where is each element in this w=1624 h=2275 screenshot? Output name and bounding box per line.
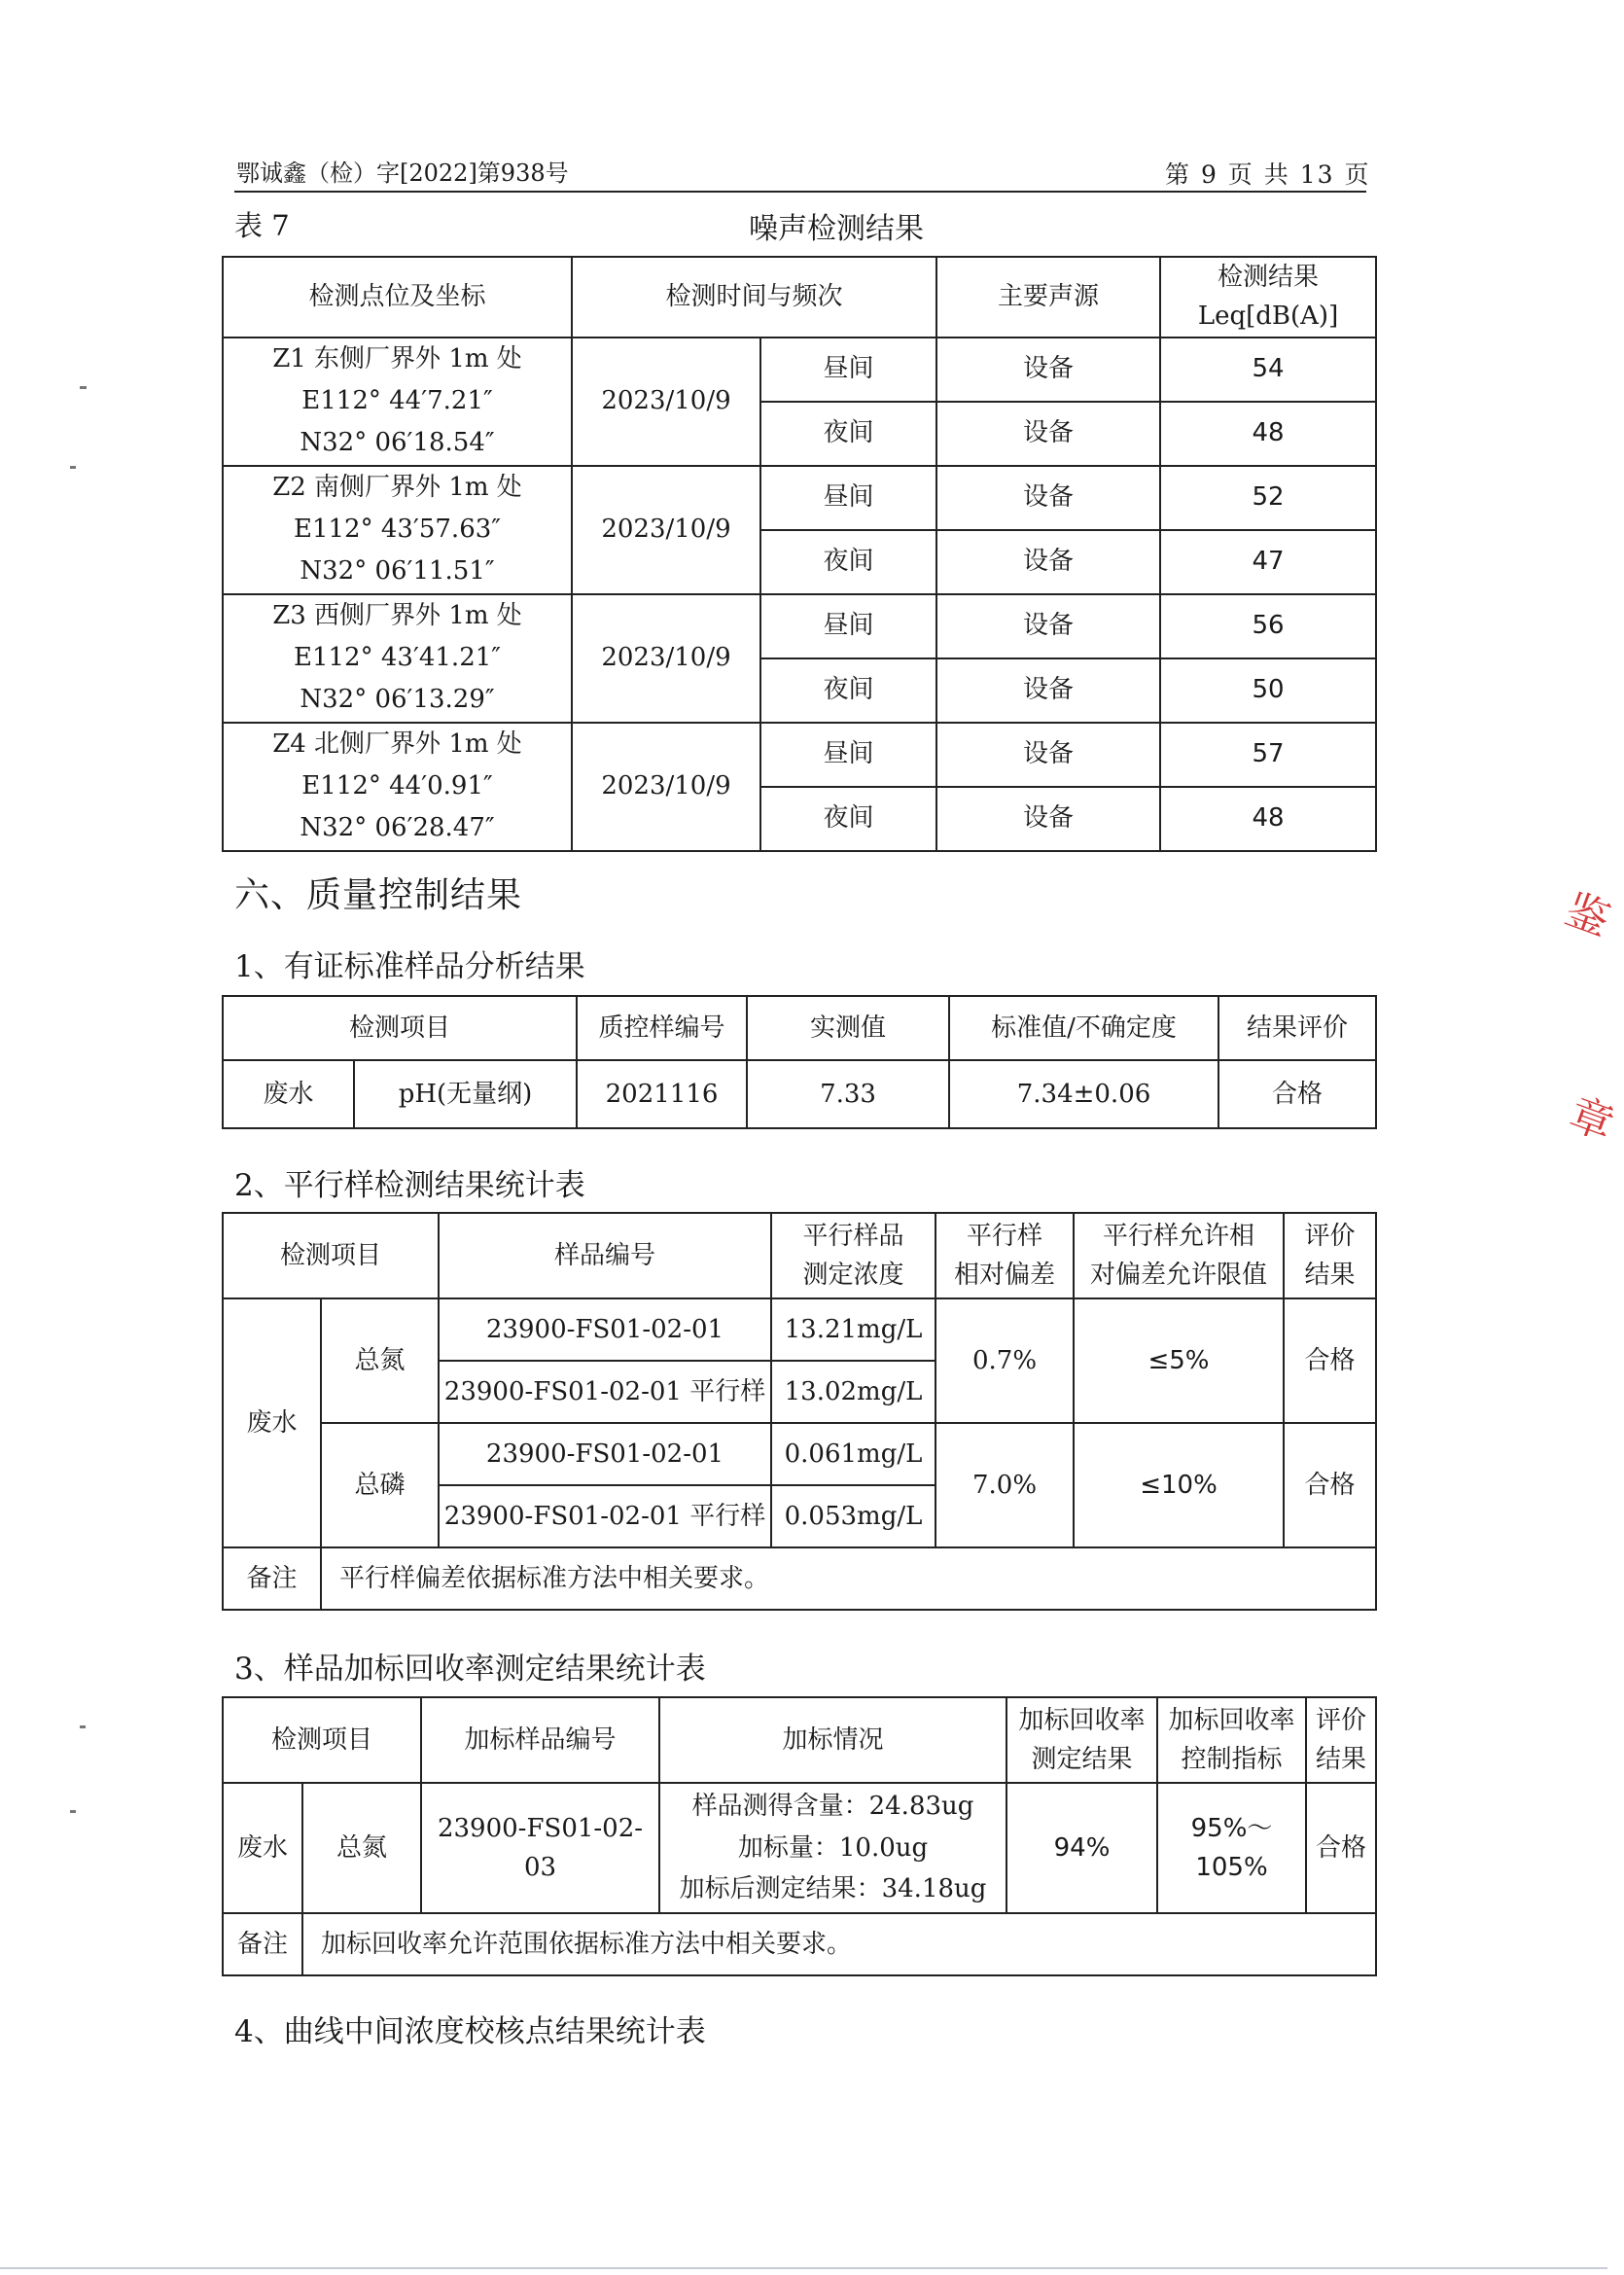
date-cell: 2023/10/9 <box>572 466 760 594</box>
source-cell: 设备 <box>936 530 1160 594</box>
source-cell: 设备 <box>936 594 1160 658</box>
seal-stamp-fragment: 章 <box>1563 1088 1620 1151</box>
code-cell: 23900-FS01-02-01 <box>439 1298 771 1361</box>
page-indicator: 第 9 页 共 13 页 <box>1165 160 1371 189</box>
result-cell: 48 <box>1160 787 1376 851</box>
point-cell: Z4 北侧厂界外 1m 处 E112° 44′0.91″ N32° 06′28.47″ <box>223 723 572 851</box>
subsection-heading-spike: 3、样品加标回收率测定结果统计表 <box>234 1652 706 1687</box>
header-code: 样品编号 <box>439 1213 771 1298</box>
measured-cell: 7.33 <box>747 1060 949 1128</box>
note-cell: 加标回收率允许范围依据标准方法中相关要求。 <box>302 1913 1376 1975</box>
scan-edge <box>0 2267 1607 2269</box>
header-standard: 标准值/不确定度 <box>949 996 1218 1060</box>
header-evaluation: 评价 结果 <box>1306 1697 1376 1783</box>
header-deviation: 平行样 相对偏差 <box>936 1213 1074 1298</box>
date-cell: 2023/10/9 <box>572 723 760 851</box>
source-cell: 设备 <box>936 658 1160 723</box>
point-cell: Z2 南侧厂界外 1m 处 E112° 43′57.63″ N32° 06′11.51″ <box>223 466 572 594</box>
concentration-cell: 0.053mg/L <box>771 1485 936 1547</box>
date-cell: 2023/10/9 <box>572 338 760 466</box>
table-header-row <box>223 257 1376 338</box>
noise-results-table <box>222 256 1377 852</box>
header-code: 加标样品编号 <box>421 1697 659 1783</box>
header-source: 主要声源 <box>936 257 1160 338</box>
table-header-row <box>223 996 1376 1060</box>
header-evaluation: 结果评价 <box>1218 996 1376 1060</box>
note-cell: 平行样偏差依据标准方法中相关要求。 <box>321 1547 1376 1610</box>
section-heading: 六、质量控制结果 <box>234 875 523 915</box>
result-cell: 50 <box>1160 658 1376 723</box>
period-cell: 夜间 <box>760 787 936 851</box>
result-cell: 57 <box>1160 723 1376 787</box>
scan-mark <box>70 1810 76 1813</box>
table-row <box>223 1423 1376 1485</box>
header-measured: 实测值 <box>747 996 949 1060</box>
table-note-row <box>223 1913 1376 1975</box>
scan-mark <box>80 386 87 389</box>
code-cell: 23900-FS01-02-03 <box>421 1783 659 1913</box>
table-row <box>223 723 1376 787</box>
spike-info-cell: 样品测得含量：24.83ug 加标量：10.0ug 加标后测定结果：34.18ug <box>659 1783 1006 1913</box>
seal-stamp-fragment: 鉴 <box>1559 884 1616 946</box>
concentration-cell: 13.02mg/L <box>771 1361 936 1423</box>
table-row <box>223 466 1376 530</box>
table-row <box>223 1783 1376 1913</box>
subsection-heading-standard: 1、有证标准样品分析结果 <box>234 949 585 984</box>
result-cell: 54 <box>1160 338 1376 402</box>
control-cell: 95%～105% <box>1157 1783 1306 1913</box>
sample-type-cell: 废水 <box>223 1298 321 1547</box>
limit-cell: ≤10% <box>1074 1423 1284 1547</box>
period-cell: 昼间 <box>760 594 936 658</box>
deviation-cell: 0.7% <box>936 1298 1074 1423</box>
sample-type-cell: 废水 <box>223 1783 302 1913</box>
header-concentration: 平行样品 测定浓度 <box>771 1213 936 1298</box>
source-cell: 设备 <box>936 338 1160 402</box>
concentration-cell: 0.061mg/L <box>771 1423 936 1485</box>
evaluation-cell: 合格 <box>1284 1423 1376 1547</box>
table-header-row <box>223 1697 1376 1783</box>
code-cell: 23900-FS01-02-01 平行样 <box>439 1485 771 1547</box>
source-cell: 设备 <box>936 723 1160 787</box>
source-cell: 设备 <box>936 402 1160 466</box>
table-header-row <box>223 1213 1376 1298</box>
table-note-row <box>223 1547 1376 1610</box>
note-label-cell: 备注 <box>223 1547 321 1610</box>
deviation-cell: 7.0% <box>936 1423 1074 1547</box>
header-evaluation: 评价 结果 <box>1284 1213 1376 1298</box>
period-cell: 夜间 <box>760 658 936 723</box>
header-point: 检测点位及坐标 <box>223 257 572 338</box>
header-item: 检测项目 <box>223 1697 421 1783</box>
point-cell: Z1 东侧厂界外 1m 处 E112° 44′7.21″ N32° 06′18.54″ <box>223 338 572 466</box>
table-title: 噪声检测结果 <box>749 212 924 246</box>
parameter-cell: 总氮 <box>321 1298 439 1423</box>
header-rule <box>234 191 1366 193</box>
period-cell: 夜间 <box>760 530 936 594</box>
evaluation-cell: 合格 <box>1306 1783 1376 1913</box>
table-row <box>223 338 1376 402</box>
date-cell: 2023/10/9 <box>572 594 760 723</box>
parameter-cell: 总氮 <box>302 1783 421 1913</box>
parallel-sample-table <box>222 1212 1377 1611</box>
sample-type-cell: 废水 <box>223 1060 354 1128</box>
note-label-cell: 备注 <box>223 1913 302 1975</box>
header-recovery: 加标回收率 测定结果 <box>1006 1697 1157 1783</box>
result-cell: 47 <box>1160 530 1376 594</box>
evaluation-cell: 合格 <box>1218 1060 1376 1128</box>
standard-cell: 7.34±0.06 <box>949 1060 1218 1128</box>
concentration-cell: 13.21mg/L <box>771 1298 936 1361</box>
parameter-cell: pH(无量纲) <box>354 1060 577 1128</box>
point-cell: Z3 西侧厂界外 1m 处 E112° 43′41.21″ N32° 06′13.29″ <box>223 594 572 723</box>
header-control: 加标回收率 控制指标 <box>1157 1697 1306 1783</box>
period-cell: 昼间 <box>760 723 936 787</box>
period-cell: 夜间 <box>760 402 936 466</box>
recovery-cell: 94% <box>1006 1783 1157 1913</box>
subsection-heading-parallel: 2、平行样检测结果统计表 <box>234 1168 585 1203</box>
source-cell: 设备 <box>936 466 1160 530</box>
table-row <box>223 1060 1376 1128</box>
period-cell: 昼间 <box>760 338 936 402</box>
table-label: 表 7 <box>234 209 290 242</box>
document-number: 鄂诚鑫（检）字[2022]第938号 <box>236 160 569 187</box>
header-item: 检测项目 <box>223 1213 439 1298</box>
result-cell: 52 <box>1160 466 1376 530</box>
result-cell: 56 <box>1160 594 1376 658</box>
header-code: 质控样编号 <box>577 996 747 1060</box>
parameter-cell: 总磷 <box>321 1423 439 1547</box>
result-cell: 48 <box>1160 402 1376 466</box>
header-limit: 平行样允许相 对偏差允许限值 <box>1074 1213 1284 1298</box>
scan-mark <box>70 466 76 469</box>
subsection-heading-curve: 4、曲线中间浓度校核点结果统计表 <box>234 2014 706 2049</box>
table-row <box>223 1298 1376 1361</box>
code-cell: 23900-FS01-02-01 平行样 <box>439 1361 771 1423</box>
source-cell: 设备 <box>936 787 1160 851</box>
table-row <box>223 594 1376 658</box>
period-cell: 昼间 <box>760 466 936 530</box>
header-result: 检测结果 Leq[dB(A)] <box>1160 257 1376 338</box>
header-spike-info: 加标情况 <box>659 1697 1006 1783</box>
header-item: 检测项目 <box>223 996 577 1060</box>
evaluation-cell: 合格 <box>1284 1298 1376 1423</box>
limit-cell: ≤5% <box>1074 1298 1284 1423</box>
code-cell: 23900-FS01-02-01 <box>439 1423 771 1485</box>
header-time: 检测时间与频次 <box>572 257 936 338</box>
spike-recovery-table <box>222 1696 1377 1976</box>
code-cell: 2021116 <box>577 1060 747 1128</box>
scan-mark <box>80 1725 86 1728</box>
standard-sample-table <box>222 995 1377 1129</box>
